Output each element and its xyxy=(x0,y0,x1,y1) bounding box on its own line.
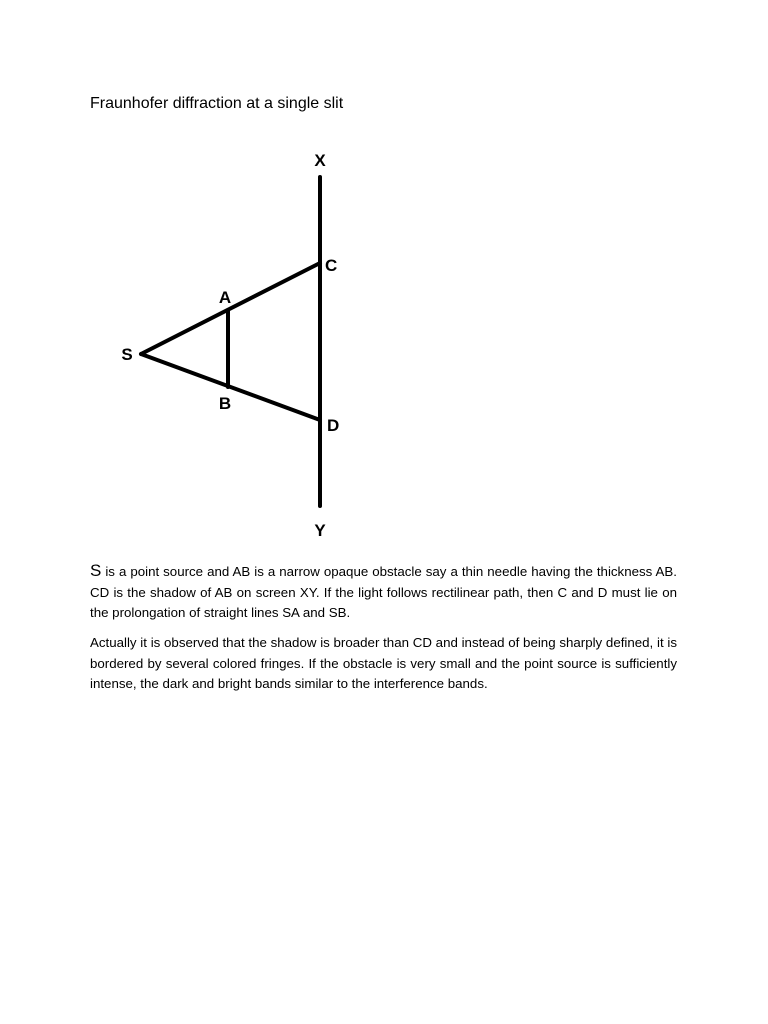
label-x: X xyxy=(314,151,326,170)
ray-sc xyxy=(141,263,320,354)
label-y: Y xyxy=(314,521,326,540)
label-a: A xyxy=(218,288,232,307)
document-title: Fraunhofer diffraction at a single slit xyxy=(90,95,344,112)
label-c: C xyxy=(325,256,338,275)
label-b: B xyxy=(218,394,232,413)
paragraph-1-text: is a point source and AB is a narrow opaque obstacle say a thin needle having the thickness AB. CD is the shadow of AB on screen XY. If the light follows rectilinear path, then C and D must lie on the prolongation of straight lines SA and SB. xyxy=(90,564,677,620)
label-d: D xyxy=(327,416,340,435)
label-s: S xyxy=(121,345,133,364)
paragraph-1-lead: S xyxy=(90,561,102,580)
paragraph-2: Actually it is observed that the shadow is broader than CD and instead of being sharply defined, it is bordered by several colored fringes. If the obstacle is very small and the point source is sufficiently intense, the dark and bright bands similar to the interference bands. xyxy=(90,635,677,691)
paragraph-1 xyxy=(90,561,677,624)
